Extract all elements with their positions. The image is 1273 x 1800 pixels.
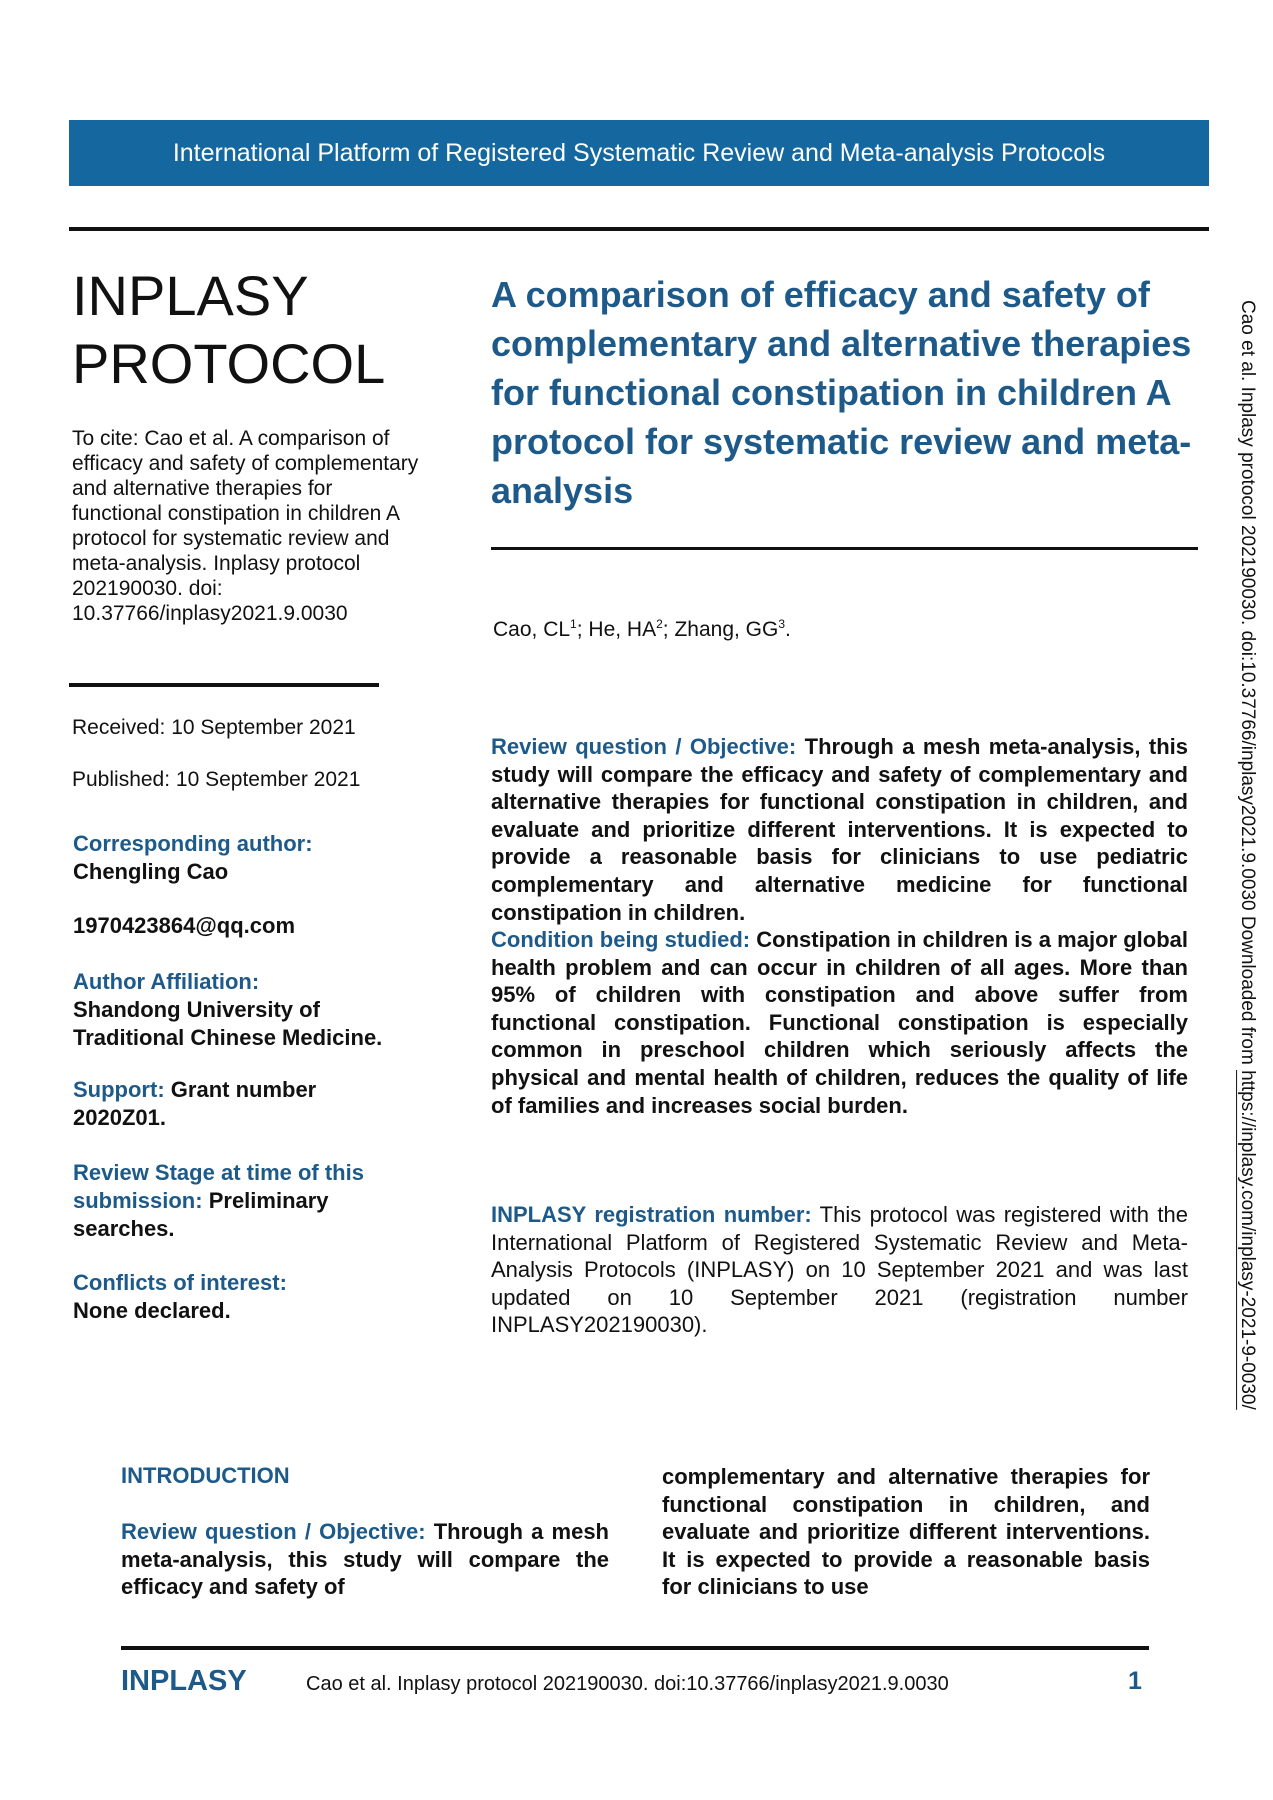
download-side-note [1232, 300, 1262, 1720]
corresponding-author-block [73, 830, 433, 886]
intro-review-label: Review question / Objective: [121, 1519, 426, 1544]
conflicts-block [73, 1269, 433, 1325]
support-label: Support: [73, 1077, 165, 1102]
top-rule [69, 227, 1209, 231]
citation-text: To cite: Cao et al. A comparison of efficacy and safety of complementary and alternative therapies for functional constipation in children A protocol for systematic review and meta-analysis. Inplasy protocol 202190030. doi: 10.37766/inplasy2021.9.0030 [72, 427, 419, 625]
registration-label: INPLASY registration number: [491, 1202, 812, 1227]
author-3: ; Zhang, GG [662, 618, 779, 641]
side-note-text: Cao et al. Inplasy protocol 202190030. doi:10.37766/inplasy2021.9.0030 Downloaded from [1237, 300, 1258, 1071]
author-list-end: . [785, 618, 791, 641]
side-note-link[interactable]: https://inplasy.com/inplasy-2021-9-0030/ [1237, 1070, 1258, 1410]
registration-paragraph [491, 1201, 1188, 1339]
conflicts-label: Conflicts of interest: [73, 1270, 287, 1295]
condition-text: Constipation in children is a major global health problem and can occur in children of all ages. More than 95% of children with constipation and above suffer from functional constipation. Functional constipation is especially common in preschool children which seriously affects the physical and mental health of children, reduces the quality of life of families and increases social burden. [491, 927, 1188, 1118]
author-1-affiliation: 1 [570, 617, 577, 631]
affiliation-label: Author Affiliation: [73, 969, 260, 994]
header-banner [69, 120, 1209, 186]
review-question-paragraph [491, 733, 1188, 926]
introduction-left-column [121, 1518, 609, 1601]
author-2: ; He, HA [576, 618, 657, 641]
author-list [493, 617, 791, 642]
title-rule [491, 547, 1198, 550]
condition-paragraph [491, 926, 1188, 1119]
author-3-affiliation: 3 [778, 617, 786, 631]
footer-citation: Cao et al. Inplasy protocol 202190030. doi:10.37766/inplasy2021.9.0030 [306, 1673, 949, 1695]
support-value: Grant number 2020Z01. [73, 1077, 317, 1130]
intro-left-text: Through a mesh meta-analysis, this study will compare the efficacy and safety of [121, 1519, 609, 1600]
protocol-heading-line1: INPLASY [72, 264, 309, 327]
footer-brand: INPLASY [121, 1665, 247, 1697]
corresponding-author-label: Corresponding author: [73, 831, 313, 856]
protocol-heading [72, 262, 385, 398]
affiliation-block [73, 968, 433, 1052]
introduction-heading: INTRODUCTION [121, 1463, 290, 1488]
banner-text: International Platform of Registered Systematic Review and Meta-analysis Protocols [172, 138, 1106, 167]
protocol-heading-line2: PROTOCOL [72, 332, 386, 395]
review-stage-value: Preliminary searches. [73, 1188, 329, 1241]
review-question-text: Through a mesh meta-analysis, this study will compare the efficacy and safety of complementary and alternative therapies for functional constipation in children, and evaluate and prioritize different interventions. It is expected to provide a reasonable basis for clinicians to use pediatric complementary and alternative medicine for functional constipation in children. [491, 734, 1188, 925]
condition-label: Condition being studied: [491, 927, 751, 952]
received-date: Received: 10 September 2021 [72, 716, 356, 739]
sidebar-rule [69, 683, 379, 687]
review-stage-label: Review Stage at time of this submission: [73, 1160, 364, 1213]
author-email: 1970423864@qq.com [73, 913, 296, 938]
published-date: Published: 10 September 2021 [72, 768, 361, 791]
conflicts-value: None declared. [73, 1298, 231, 1323]
support-block [73, 1076, 363, 1132]
footer-rule [121, 1646, 1149, 1650]
review-stage-block [73, 1159, 433, 1243]
corresponding-author-name: Chengling Cao [73, 859, 229, 884]
review-question-label: Review question / Objective: [491, 734, 797, 759]
page-number: 1 [1128, 1667, 1142, 1695]
author-1: Cao, CL [493, 618, 571, 641]
affiliation-value: Shandong University of Traditional Chinese Medicine. [73, 997, 383, 1050]
registration-text: This protocol was registered with the International Platform of Registered Systematic Review and Meta-Analysis Protocols (INPLASY) on 10 September 2021 and was last updated on 10 September 2021 (registration number INPLASY202190030). [491, 1202, 1188, 1338]
paper-title: A comparison of efficacy and safety of complementary and alternative therapies for functional constipation in children A protocol for systematic review and meta-analysis [491, 274, 1192, 511]
introduction-right-column: complementary and alternative therapies for functional constipation in children, and evaluate and prioritize different interventions. It is expected to provide a reasonable basis for clinicians to use [662, 1464, 1150, 1600]
author-2-affiliation: 2 [656, 617, 663, 631]
